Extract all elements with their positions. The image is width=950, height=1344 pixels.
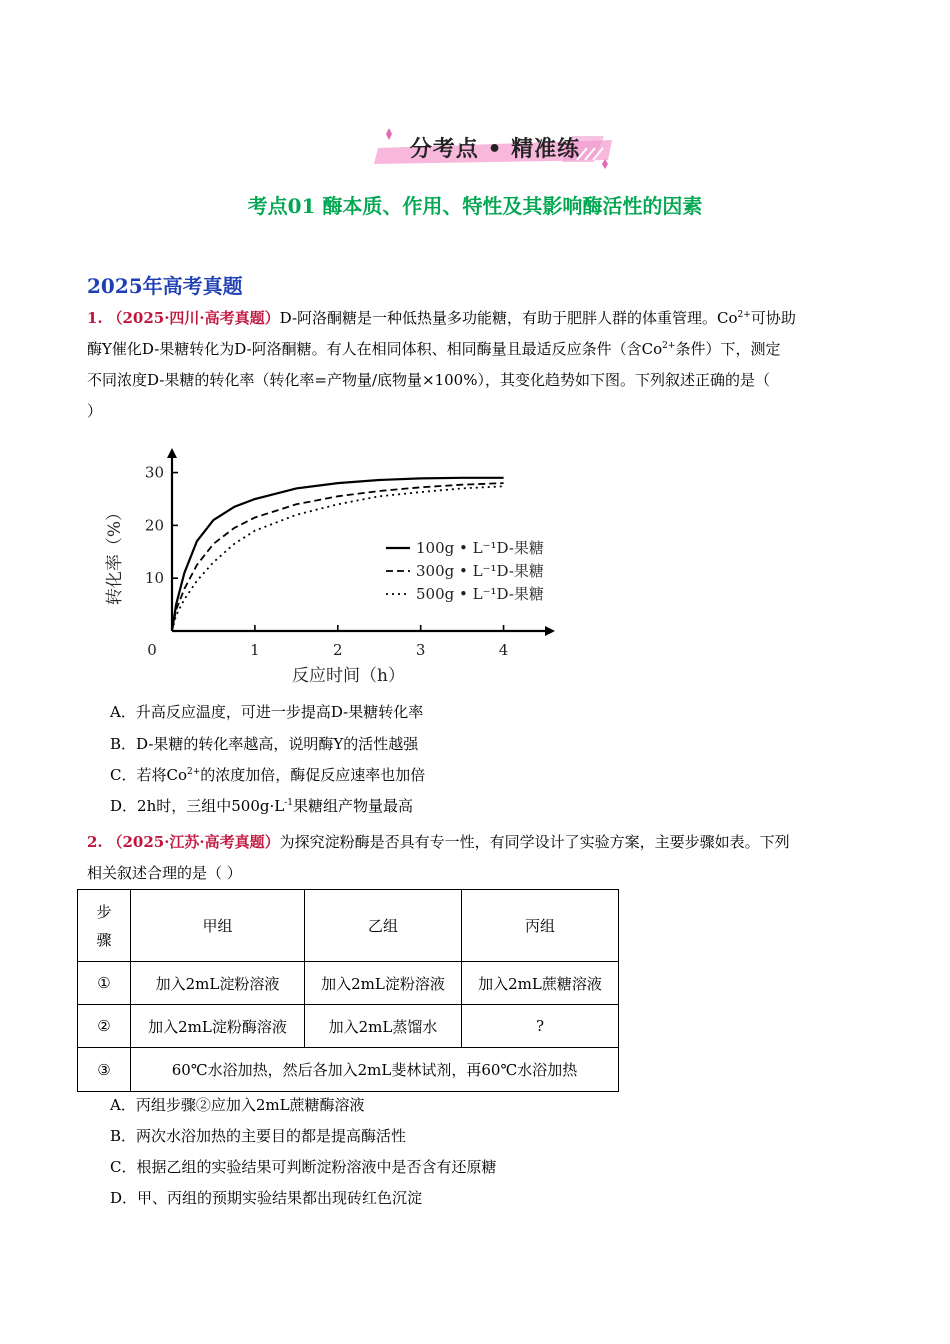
q2-option-a[interactable]: A．丙组步骤②应加入2mL蔗糖酶溶液 xyxy=(110,1096,365,1114)
q1-line4: ） xyxy=(87,402,103,420)
q1-option-c-text-b: 的浓度加倍，酶促反应速率也加倍 xyxy=(200,766,426,784)
section-title: 考点01 酶本质、作用、特性及其影响酶活性的因素 xyxy=(247,194,703,218)
q1-option-c-text-a: C．若将Co xyxy=(110,766,187,784)
table-row xyxy=(78,1048,619,1092)
step-header-char-2: 骤 xyxy=(96,930,112,949)
table-cell: ? xyxy=(462,1005,619,1048)
q2-line1 xyxy=(87,827,867,858)
q2-text-1: 为探究淀粉酶是否具有专一性，有同学设计了实验方案，主要步骤如表。下列 xyxy=(279,833,790,851)
q1-option-d-text-b: 果糖组产物量最高 xyxy=(292,797,413,815)
q1-line1 xyxy=(87,303,867,334)
section-banner xyxy=(372,126,618,172)
q1-option-c-sup: 2+ xyxy=(187,767,201,777)
q1-source: （2025·四川·高考真题） xyxy=(107,309,280,327)
q1-number: 1. xyxy=(87,309,103,327)
year-heading: 2025年高考真题 xyxy=(87,274,243,298)
table-cell: 加入2mL淀粉溶液 xyxy=(305,962,462,1005)
legend-label-2: 300g • L⁻¹D-果糖 xyxy=(416,562,544,580)
q1-option-b[interactable]: B．D-果糖的转化率越高，说明酶Y的活性越强 xyxy=(110,735,419,753)
conversion-rate-chart xyxy=(90,430,570,692)
q2-option-c[interactable]: C．根据乙组的实验结果可判断淀粉溶液中是否含有还原糖 xyxy=(110,1158,497,1176)
table-row xyxy=(78,962,619,1005)
q1-option-d-sup: -1 xyxy=(284,798,293,808)
series-line-2 xyxy=(172,483,504,631)
q1-option-d-text-a: D．2h时，三组中500g·L xyxy=(110,797,285,815)
q1-sup-2: 2+ xyxy=(662,341,676,351)
q1-option-d[interactable] xyxy=(110,796,413,816)
y-tick-label: 20 xyxy=(144,516,164,535)
x-tick-label: 3 xyxy=(415,641,426,659)
origin-label: 0 xyxy=(147,641,157,659)
table-cell: ① xyxy=(78,962,131,1005)
legend-label-1: 100g • L⁻¹D-果糖 xyxy=(416,539,544,557)
table-header-group-c: 丙组 xyxy=(462,890,619,962)
table-cell: 加入2mL蒸馏水 xyxy=(305,1005,462,1048)
table-cell: ③ xyxy=(78,1048,131,1092)
q1-option-a[interactable]: A．升高反应温度，可进一步提高D-果糖转化率 xyxy=(110,703,424,721)
y-tick-label: 30 xyxy=(144,463,164,482)
series-line-3 xyxy=(172,486,504,631)
x-tick-label: 2 xyxy=(333,641,343,659)
q1-line2 xyxy=(87,334,867,365)
q2-source: （2025·江苏·高考真题） xyxy=(107,833,280,851)
banner-label: 分考点 • 精准练 xyxy=(409,137,581,162)
y-axis-label: 转化率（%） xyxy=(105,503,125,606)
q1-line3: 不同浓度D-果糖的转化率（转化率=产物量/底物量×100%），其变化趋势如下图。下列叙述正确的是（ xyxy=(87,371,770,389)
table-header-group-b: 乙组 xyxy=(305,890,462,962)
x-axis-arrow xyxy=(545,626,555,636)
table-cell: 加入2mL蔗糖溶液 xyxy=(462,962,619,1005)
table-cell: 加入2mL淀粉酶溶液 xyxy=(131,1005,305,1048)
table-cell-merged: 60℃水浴加热，然后各加入2mL斐林试剂，再60℃水浴加热 xyxy=(131,1048,619,1092)
q1-text-1a: D-阿洛酮糖是一种低热量多功能糖，有助于肥胖人群的体重管理。Co xyxy=(279,309,738,327)
q1-option-c[interactable] xyxy=(110,765,425,785)
q1-text-1b: 可协助 xyxy=(750,309,796,327)
table-header-row xyxy=(78,890,619,962)
q2-option-d[interactable]: D．甲、丙组的预期实验结果都出现砖红色沉淀 xyxy=(110,1189,423,1207)
y-axis-arrow xyxy=(167,448,177,458)
step-header-char-1: 步 xyxy=(96,902,112,921)
q1-sup-1: 2+ xyxy=(737,310,751,320)
x-tick-label: 1 xyxy=(250,641,260,659)
x-tick-label: 4 xyxy=(498,641,509,659)
q2-number: 2. xyxy=(87,833,103,851)
q2-option-b[interactable]: B．两次水浴加热的主要目的都是提高酶活性 xyxy=(110,1127,407,1145)
y-tick-label: 10 xyxy=(144,569,164,588)
q2-line2: 相关叙述合理的是（ ） xyxy=(87,864,242,882)
table-cell: ② xyxy=(78,1005,131,1048)
table-header-group-a: 甲组 xyxy=(131,890,305,962)
experiment-steps-table xyxy=(77,889,619,1092)
q1-text-2b: 条件）下，测定 xyxy=(675,340,781,358)
table-cell: 加入2mL淀粉溶液 xyxy=(131,962,305,1005)
legend-label-3: 500g • L⁻¹D-果糖 xyxy=(416,585,544,603)
q1-text-2a: 酶Y催化D-果糖转化为D-阿洛酮糖。有人在相同体积、相同酶量且最适反应条件（含Co xyxy=(87,340,663,358)
table-row xyxy=(78,1005,619,1048)
table-header-step xyxy=(78,890,131,962)
x-axis-label: 反应时间（h） xyxy=(292,666,405,686)
